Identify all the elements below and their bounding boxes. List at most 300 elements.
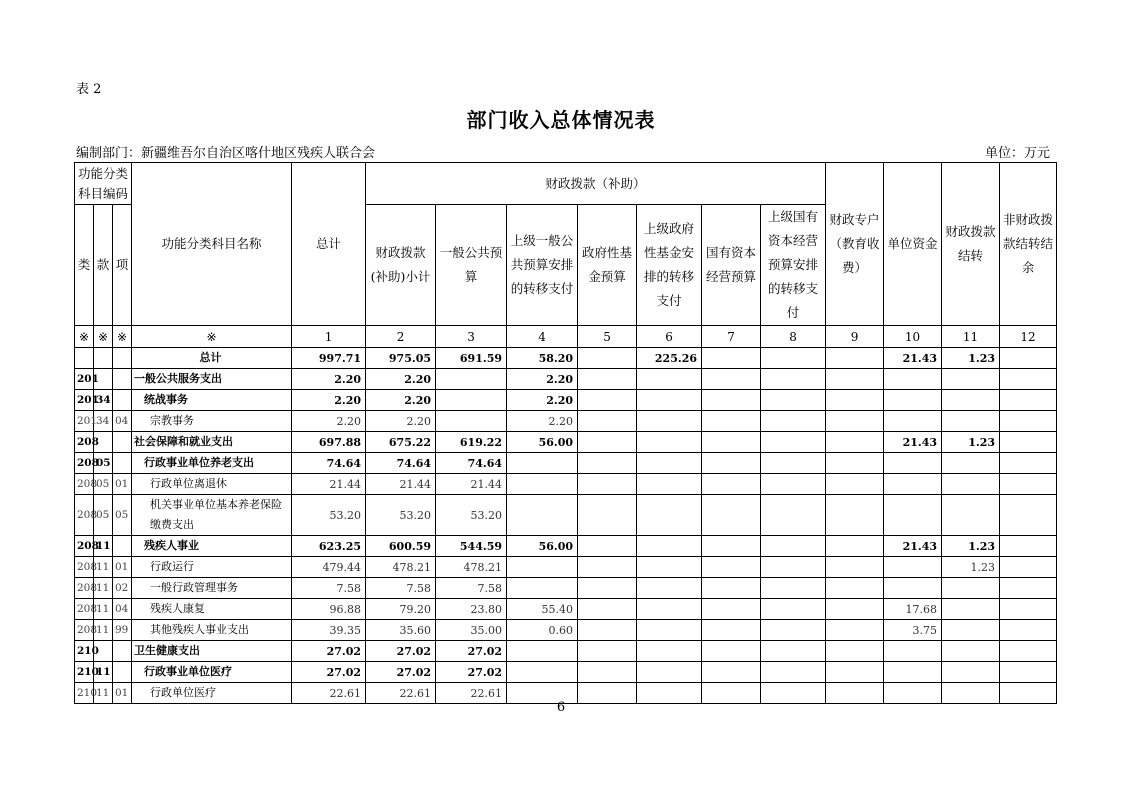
index-cell: 5 (578, 326, 637, 348)
cell-c7 (761, 390, 826, 411)
cell-c8 (826, 599, 884, 620)
cell-c11 (1000, 557, 1057, 578)
cell-c1: 27.02 (366, 641, 436, 662)
row-name: 行政运行 (132, 557, 292, 578)
cell-c8 (826, 348, 884, 369)
code-kuan: 11 (94, 620, 113, 641)
code-kuan: 05 (94, 495, 113, 536)
cell-c6 (702, 662, 761, 683)
table-row (75, 536, 1057, 557)
cell-total: 96.88 (292, 599, 366, 620)
cell-c4 (578, 369, 637, 390)
index-cell: 3 (436, 326, 507, 348)
cell-c8 (826, 578, 884, 599)
code-kuan: 11 (94, 599, 113, 620)
cell-c3 (507, 453, 578, 474)
cell-c9 (884, 641, 942, 662)
page-number: 6 (556, 700, 566, 715)
cell-c11 (1000, 536, 1057, 557)
row-name: 卫生健康支出 (132, 641, 292, 662)
code-kuan: 34 (94, 411, 113, 432)
index-cell: ※ (132, 326, 292, 348)
cell-c3: 58.20 (507, 348, 578, 369)
cell-c1: 7.58 (366, 578, 436, 599)
cell-c7 (761, 641, 826, 662)
code-xiang (113, 348, 132, 369)
cell-c10 (942, 599, 1000, 620)
code-lei: 208 (75, 620, 94, 641)
index-cell: 4 (507, 326, 578, 348)
code-lei: 210 (75, 641, 94, 662)
cell-c8 (826, 557, 884, 578)
cell-c1: 675.22 (366, 432, 436, 453)
cell-c9: 17.68 (884, 599, 942, 620)
cell-c4 (578, 474, 637, 495)
cell-c1: 27.02 (366, 662, 436, 683)
cell-c5 (637, 495, 702, 536)
cell-total: 2.20 (292, 369, 366, 390)
cell-c9 (884, 453, 942, 474)
cell-c2: 35.00 (436, 620, 507, 641)
cell-c3 (507, 495, 578, 536)
code-lei: 201 (75, 411, 94, 432)
table-row (75, 662, 1057, 683)
cell-c9 (884, 390, 942, 411)
cell-c3 (507, 557, 578, 578)
cell-c1: 53.20 (366, 495, 436, 536)
index-cell: 8 (761, 326, 826, 348)
cell-c10 (942, 474, 1000, 495)
cell-c4 (578, 578, 637, 599)
cell-c5 (637, 369, 702, 390)
table-row (75, 348, 1057, 369)
cell-c2: 27.02 (436, 641, 507, 662)
cell-c10 (942, 495, 1000, 536)
cell-c2: 544.59 (436, 536, 507, 557)
cell-c10 (942, 411, 1000, 432)
cell-c2: 22.61 (436, 683, 507, 704)
cell-c11 (1000, 432, 1057, 453)
table-tag: 表 2 (76, 82, 102, 97)
row-name: 其他残疾人事业支出 (132, 620, 292, 641)
table-row (75, 557, 1057, 578)
cell-c3 (507, 578, 578, 599)
table-row (75, 453, 1057, 474)
cell-c4 (578, 557, 637, 578)
table-row (75, 369, 1057, 390)
index-cell: ※ (113, 326, 132, 348)
header-state-capital-budget: 国有资本经营预算 (702, 205, 761, 326)
cell-c8 (826, 390, 884, 411)
header-unit-funds: 单位资金 (884, 163, 942, 326)
cell-c1: 21.44 (366, 474, 436, 495)
cell-c11 (1000, 348, 1057, 369)
row-name: 行政单位离退休 (132, 474, 292, 495)
cell-c6 (702, 536, 761, 557)
table-row (75, 411, 1057, 432)
code-kuan: 11 (94, 578, 113, 599)
cell-c9: 21.43 (884, 536, 942, 557)
cell-c8 (826, 620, 884, 641)
cell-total: 997.71 (292, 348, 366, 369)
code-xiang: 01 (113, 474, 132, 495)
cell-c8 (826, 536, 884, 557)
code-xiang: 99 (113, 620, 132, 641)
cell-c3: 0.60 (507, 620, 578, 641)
row-name: 一般公共服务支出 (132, 369, 292, 390)
cell-c3: 55.40 (507, 599, 578, 620)
header-upper-gov-fund-transfer: 上级政府性基金安排的转移支付 (637, 205, 702, 326)
cell-c2 (436, 369, 507, 390)
cell-c10 (942, 641, 1000, 662)
row-name: 总计 (132, 348, 292, 369)
cell-c4 (578, 348, 637, 369)
header-func-name: 功能分类科目名称 (132, 163, 292, 326)
cell-c11 (1000, 620, 1057, 641)
cell-c1: 975.05 (366, 348, 436, 369)
cell-c7 (761, 369, 826, 390)
index-cell: 7 (702, 326, 761, 348)
code-kuan: 11 (94, 557, 113, 578)
cell-c6 (702, 641, 761, 662)
cell-c1: 2.20 (366, 411, 436, 432)
cell-c9 (884, 411, 942, 432)
row-name: 残疾人康复 (132, 599, 292, 620)
cell-c11 (1000, 599, 1057, 620)
cell-c1: 22.61 (366, 683, 436, 704)
cell-total: 7.58 (292, 578, 366, 599)
code-xiang (113, 536, 132, 557)
cell-c1: 2.20 (366, 390, 436, 411)
header-fiscal-account: 财政专户（教育收费） (826, 163, 884, 326)
row-name: 行政事业单位医疗 (132, 662, 292, 683)
code-lei (75, 348, 94, 369)
cell-c8 (826, 432, 884, 453)
code-lei: 208 (75, 536, 94, 557)
cell-c5 (637, 599, 702, 620)
header-nonfiscal-carryover: 非财政拨款结转结余 (1000, 163, 1057, 326)
cell-c5 (637, 474, 702, 495)
cell-c10: 1.23 (942, 432, 1000, 453)
unit-label: 单位：万元 (984, 146, 1050, 161)
cell-c9 (884, 662, 942, 683)
code-xiang (113, 390, 132, 411)
cell-c1: 74.64 (366, 453, 436, 474)
header-upper-state-capital-transfer: 上级国有资本经营预算安排的转移支付 (761, 205, 826, 326)
cell-c7 (761, 599, 826, 620)
cell-c6 (702, 474, 761, 495)
code-lei: 208 (75, 474, 94, 495)
cell-total: 697.88 (292, 432, 366, 453)
code-kuan: 11 (94, 536, 113, 557)
header-upper-general-transfer: 上级一般公共预算安排的转移支付 (507, 205, 578, 326)
code-kuan: 05 (94, 474, 113, 495)
cell-total: 2.20 (292, 390, 366, 411)
cell-c8 (826, 474, 884, 495)
cell-c11 (1000, 369, 1057, 390)
index-row (75, 326, 1057, 348)
cell-c7 (761, 432, 826, 453)
cell-c3: 2.20 (507, 411, 578, 432)
cell-c2: 21.44 (436, 474, 507, 495)
cell-c7 (761, 620, 826, 641)
cell-c6 (702, 453, 761, 474)
cell-c4 (578, 390, 637, 411)
cell-c10: 1.23 (942, 348, 1000, 369)
income-table (74, 162, 1057, 704)
cell-c2: 691.59 (436, 348, 507, 369)
cell-c2: 478.21 (436, 557, 507, 578)
cell-c9 (884, 369, 942, 390)
table-row (75, 474, 1057, 495)
cell-c4 (578, 620, 637, 641)
cell-c9: 21.43 (884, 432, 942, 453)
cell-c8 (826, 369, 884, 390)
cell-c4 (578, 432, 637, 453)
cell-c2: 619.22 (436, 432, 507, 453)
row-name: 统战事务 (132, 390, 292, 411)
cell-c5 (637, 557, 702, 578)
cell-c11 (1000, 474, 1057, 495)
code-lei: 210 (75, 662, 94, 683)
table-row (75, 620, 1057, 641)
cell-c11 (1000, 641, 1057, 662)
cell-c1: 478.21 (366, 557, 436, 578)
cell-c9: 3.75 (884, 620, 942, 641)
code-kuan: 11 (94, 683, 113, 704)
cell-c3: 2.20 (507, 369, 578, 390)
cell-c5: 225.26 (637, 348, 702, 369)
cell-total: 22.61 (292, 683, 366, 704)
cell-c11 (1000, 578, 1057, 599)
code-xiang (113, 453, 132, 474)
cell-c9 (884, 474, 942, 495)
code-lei: 208 (75, 453, 94, 474)
cell-c9 (884, 557, 942, 578)
row-name: 宗教事务 (132, 411, 292, 432)
cell-c6 (702, 578, 761, 599)
index-cell: ※ (75, 326, 94, 348)
cell-c6 (702, 432, 761, 453)
code-xiang: 02 (113, 578, 132, 599)
cell-c10 (942, 453, 1000, 474)
cell-c2: 74.64 (436, 453, 507, 474)
cell-c3 (507, 474, 578, 495)
cell-c6 (702, 369, 761, 390)
cell-c8 (826, 495, 884, 536)
cell-c5 (637, 411, 702, 432)
department-label: 编制部门：新疆维吾尔自治区喀什地区残疾人联合会 (76, 146, 376, 161)
cell-c11 (1000, 411, 1057, 432)
cell-total: 21.44 (292, 474, 366, 495)
cell-c11 (1000, 390, 1057, 411)
cell-c7 (761, 557, 826, 578)
cell-c5 (637, 432, 702, 453)
cell-c5 (637, 390, 702, 411)
page-title: 部门收入总体情况表 (466, 108, 656, 132)
cell-c5 (637, 641, 702, 662)
code-xiang (113, 432, 132, 453)
cell-total: 74.64 (292, 453, 366, 474)
code-kuan: 05 (94, 453, 113, 474)
cell-c7 (761, 453, 826, 474)
cell-total: 39.35 (292, 620, 366, 641)
code-xiang (113, 369, 132, 390)
cell-c10: 1.23 (942, 557, 1000, 578)
row-name: 一般行政管理事务 (132, 578, 292, 599)
cell-total: 623.25 (292, 536, 366, 557)
cell-c8 (826, 411, 884, 432)
code-lei: 201 (75, 369, 94, 390)
header-total: 总计 (292, 163, 366, 326)
cell-c5 (637, 453, 702, 474)
cell-c4 (578, 453, 637, 474)
table-row (75, 578, 1057, 599)
cell-c5 (637, 620, 702, 641)
cell-c6 (702, 390, 761, 411)
cell-c6 (702, 495, 761, 536)
code-xiang: 05 (113, 495, 132, 536)
code-xiang: 04 (113, 599, 132, 620)
header-func-code: 功能分类科目编码 (75, 163, 132, 205)
cell-c6 (702, 348, 761, 369)
cell-c2: 23.80 (436, 599, 507, 620)
index-cell: ※ (94, 326, 113, 348)
cell-c3 (507, 662, 578, 683)
table-row (75, 390, 1057, 411)
index-cell: 11 (942, 326, 1000, 348)
header-xiang: 项 (113, 205, 132, 326)
code-lei: 210 (75, 683, 94, 704)
header-fiscal-group: 财政拨款（补助） (366, 163, 826, 205)
header-gov-fund-budget: 政府性基金预算 (578, 205, 637, 326)
header-kuan: 款 (94, 205, 113, 326)
code-xiang: 01 (113, 557, 132, 578)
cell-c3: 56.00 (507, 536, 578, 557)
cell-c1: 2.20 (366, 369, 436, 390)
cell-c2: 27.02 (436, 662, 507, 683)
cell-c5 (637, 662, 702, 683)
cell-c3: 56.00 (507, 432, 578, 453)
code-lei: 208 (75, 432, 94, 453)
code-xiang (113, 641, 132, 662)
cell-c6 (702, 411, 761, 432)
cell-c7 (761, 495, 826, 536)
cell-c7 (761, 411, 826, 432)
cell-c2 (436, 390, 507, 411)
header-lei: 类 (75, 205, 94, 326)
cell-c7 (761, 536, 826, 557)
cell-c4 (578, 495, 637, 536)
code-lei: 208 (75, 557, 94, 578)
cell-c7 (761, 662, 826, 683)
cell-total: 27.02 (292, 662, 366, 683)
cell-c2: 53.20 (436, 495, 507, 536)
cell-c10 (942, 369, 1000, 390)
cell-c6 (702, 620, 761, 641)
index-cell: 10 (884, 326, 942, 348)
code-xiang: 04 (113, 411, 132, 432)
cell-total: 53.20 (292, 495, 366, 536)
code-lei: 208 (75, 578, 94, 599)
cell-c11 (1000, 662, 1057, 683)
row-name: 行政单位医疗 (132, 683, 292, 704)
code-lei: 201 (75, 390, 94, 411)
code-kuan (94, 348, 113, 369)
row-name: 社会保障和就业支出 (132, 432, 292, 453)
cell-c3 (507, 641, 578, 662)
cell-total: 2.20 (292, 411, 366, 432)
cell-c7 (761, 474, 826, 495)
table-row (75, 432, 1057, 453)
cell-c6 (702, 599, 761, 620)
cell-c1: 35.60 (366, 620, 436, 641)
index-cell: 9 (826, 326, 884, 348)
code-lei: 208 (75, 599, 94, 620)
cell-c4 (578, 662, 637, 683)
cell-c4 (578, 411, 637, 432)
header-fiscal-subtotal: 财政拨款(补助)小计 (366, 205, 436, 326)
row-name: 残疾人事业 (132, 536, 292, 557)
code-xiang (113, 662, 132, 683)
cell-c11 (1000, 495, 1057, 536)
cell-c2 (436, 411, 507, 432)
code-lei: 208 (75, 495, 94, 536)
cell-c4 (578, 599, 637, 620)
cell-c10 (942, 390, 1000, 411)
cell-c11 (1000, 453, 1057, 474)
cell-c10 (942, 578, 1000, 599)
cell-c8 (826, 453, 884, 474)
table-body (75, 348, 1057, 704)
cell-c6 (702, 557, 761, 578)
code-xiang: 01 (113, 683, 132, 704)
cell-total: 479.44 (292, 557, 366, 578)
cell-c1: 79.20 (366, 599, 436, 620)
header-fiscal-carryover: 财政拨款结转 (942, 163, 1000, 326)
cell-c2: 7.58 (436, 578, 507, 599)
cell-c10: 1.23 (942, 536, 1000, 557)
cell-c9 (884, 578, 942, 599)
table-row (75, 641, 1057, 662)
cell-c4 (578, 641, 637, 662)
cell-c10 (942, 620, 1000, 641)
code-kuan: 11 (94, 662, 113, 683)
cell-c7 (761, 348, 826, 369)
header-general-budget: 一般公共预算 (436, 205, 507, 326)
cell-c5 (637, 578, 702, 599)
cell-c3: 2.20 (507, 390, 578, 411)
cell-c5 (637, 536, 702, 557)
code-kuan: 34 (94, 390, 113, 411)
index-cell: 2 (366, 326, 436, 348)
cell-c9 (884, 495, 942, 536)
index-cell: 12 (1000, 326, 1057, 348)
cell-c9: 21.43 (884, 348, 942, 369)
cell-c7 (761, 578, 826, 599)
index-cell: 6 (637, 326, 702, 348)
cell-c8 (826, 662, 884, 683)
index-cell: 1 (292, 326, 366, 348)
table-row (75, 495, 1057, 536)
row-name: 行政事业单位养老支出 (132, 453, 292, 474)
cell-c4 (578, 536, 637, 557)
row-name: 机关事业单位基本养老保险缴费支出 (132, 495, 292, 536)
cell-c1: 600.59 (366, 536, 436, 557)
cell-total: 27.02 (292, 641, 366, 662)
cell-c8 (826, 641, 884, 662)
table-row (75, 599, 1057, 620)
